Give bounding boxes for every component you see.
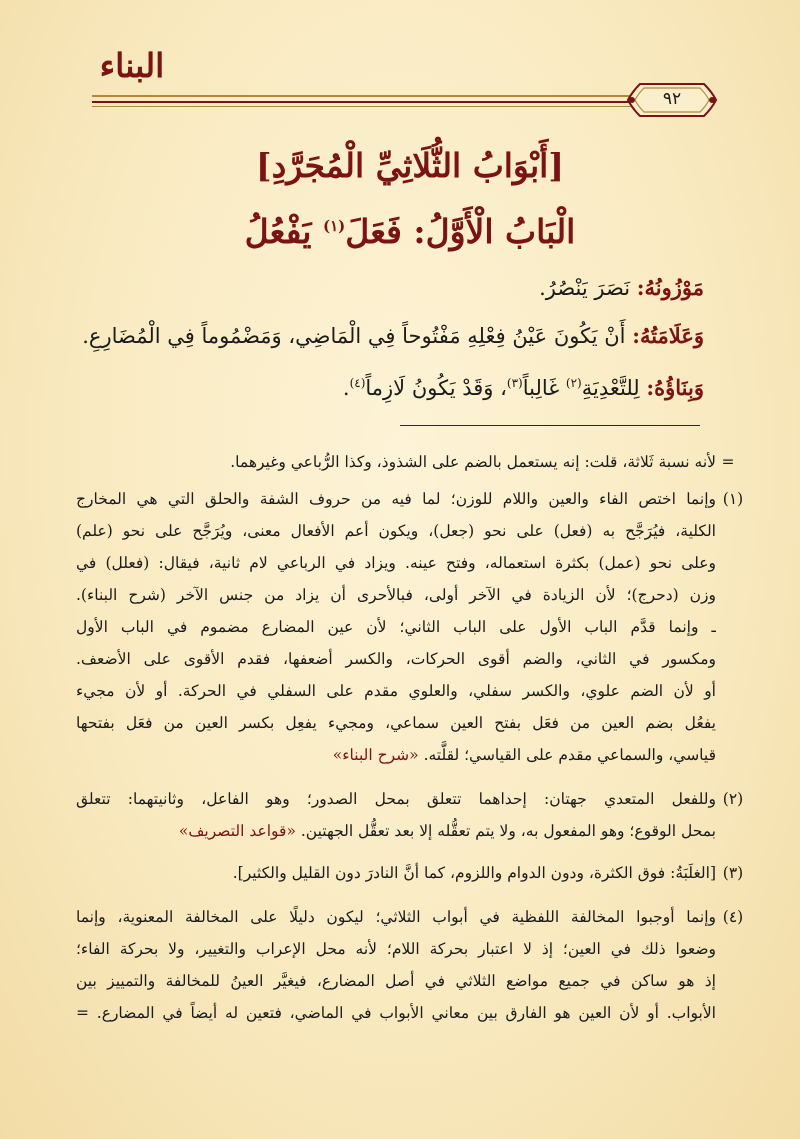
- footnote-1-line: الكلية، فيُرَجَّح به (فعل) على نحو (جعل)، ويكون أعم الأفعال معنى، ويُرَجَّح على نحو (علم): [76, 522, 716, 540]
- main-line-structure: [74, 363, 704, 403]
- pattern-text: نَصَرَ يَنْصُرُ.: [539, 276, 631, 300]
- footnote-continuation: لأنه نسبة ثَلاثة، قلت: إنه يستعمل بالضم على الشذوذ، وكذا الرُّباعي وغيرهما.: [230, 453, 716, 471]
- footnote-ref-2: (٢): [565, 376, 582, 390]
- chapter-title-main: الْبَابُ الْأَوَّلُ: فَعَلَ: [345, 212, 576, 251]
- running-title: البناء: [99, 46, 165, 85]
- footnote-1-line: وعلى نحو (عمل) بكثرة استعماله، وفتح عينه. ويزاد في الرباعي لام ثانية، فيقال: (فعلل) في: [76, 554, 716, 572]
- sign-text: أَنْ يَكُونَ عَيْنُ فِعْلِهِ مَفْتُوحاً فِي الْمَاضِي، وَمَضْمُوماً فِي الْمُضَارِعِ.: [82, 324, 626, 348]
- header-rule-red: [92, 101, 687, 103]
- footnote-2-line: [76, 815, 716, 847]
- structure-text-b: غَالِباً: [522, 376, 560, 400]
- continuation-mark: =: [721, 453, 735, 471]
- footnote-1-line: ومكسور في الثاني، والضم أقوى الحركات، والكسر أضعفها، فقدم الأقوى على الأضعف.: [76, 650, 716, 668]
- footnote-1-line: وزن (دحرج)؛ لأن الزيادة في الآخر أولى، فبالأحرى أن يزاد من جنس الآخر (شرح البناء).: [76, 586, 716, 604]
- term-structure: وَبِنَاؤُهُ:: [646, 375, 704, 400]
- footnote-1-line: وإنما اختص الفاء والعين واللام للوزن؛ لما فيه من حروف الشفة والحلق التي هي المخارج: [76, 490, 716, 508]
- page-number: ٩٢: [662, 89, 682, 109]
- footnote-4-line: الأبواب. أو لأن العين هو الفارق بين معاني الأبواب في الماضي، فتعين له أيضاً في المضارع. =: [76, 1004, 716, 1022]
- chapter-title-end: يَفْعُلُ: [244, 212, 312, 251]
- chapter-title: [160, 196, 660, 256]
- footnote-4-line: وضعوا ذلك في العين؛ إذ لا اعتبار بحركة اللام؛ لأنه محل الإعراب والتغيير، ولا بحركة الفاء؛: [76, 940, 716, 958]
- page-number-badge: [626, 80, 718, 120]
- footnote-ref-3: (٣): [506, 376, 523, 390]
- footnote-1-line: يفعُل بضم العين من فعَل بفتح العين سماعي، ومجيء يفعِل بكسر العين من فعَل بفتحها: [76, 714, 716, 732]
- structure-text-d: .: [342, 376, 350, 400]
- footnote-separator: [400, 425, 700, 426]
- header-rule-gold-thin: [92, 106, 687, 107]
- header-rule-gold: [92, 95, 687, 97]
- section-title: [أَبْوَابُ الثُّلَاثِيِّ الْمُجَرَّدِ]: [256, 146, 564, 185]
- main-line-pattern: [74, 268, 704, 308]
- structure-text-a: لِلتَّعْدِيَةِ: [581, 376, 640, 400]
- structure-text-c: ، وَقَدْ يَكُونُ لَازِماً: [365, 376, 507, 400]
- footnote-number-2: (٢): [722, 790, 744, 808]
- source-citation: «شرح البناء»: [332, 746, 419, 764]
- footnote-1-line: [76, 739, 716, 771]
- term-sign: وَعَلَامَتُهُ:: [632, 323, 704, 348]
- footnote-4-line: وإنما أوجبوا المخالفة اللفظية في أبواب الثلاثي؛ ليكون دليلًا على المخالفة المعنوية، وإنما: [76, 908, 716, 926]
- chapter-footnote-ref: (١): [322, 217, 346, 235]
- footnote-1-line: أو لأن الضم علوي، والكسر سفلي، والعلوي مقدم على السفلي في الحركة. أو لأن مجيء: [76, 682, 716, 700]
- main-line-sign: [74, 316, 704, 356]
- footnote-2-line: وللفعل المتعدي جهتان: إحداهما تتعلق بمحل الصدور؛ وهو الفاعل، وثانيتهما: تتعلق: [76, 790, 716, 808]
- footnote-ref-4: (٤): [349, 376, 366, 390]
- footnote-1-text: قياسي، والسماعي مقدم على القياسي؛ لقلَّته.: [423, 746, 716, 764]
- footnote-number-1: (١): [722, 490, 744, 508]
- term-pattern: مَوْزُونُهُ:: [636, 275, 704, 300]
- footnote-4-line: إذ هو ساكن في جميع مواضع الثلاثي في أصل المضارع، فيغيَّر العينُ للمخالفة والتمييز بين: [76, 972, 716, 990]
- footnote-number-3: (٣): [722, 864, 744, 882]
- footnote-2-text: بمحل الوقوع؛ وهو المفعول به، ولا يتم تعقُّله إلا بعد تعقُّل الجهتين.: [300, 822, 716, 840]
- footnote-1-line: ـ وإنما قدَّم الباب الأول على الباب الثاني؛ لأن عين المضارع مضموم في الباب الأول: [76, 618, 716, 636]
- source-citation: «قواعد التصريف»: [178, 822, 296, 840]
- footnote-number-4: (٤): [722, 908, 744, 926]
- footnote-3-line: [الغلَبَةُ: فوق الكثرة، ودون الدوام واللزوم، كما أنَّ النادرَ دون القليل والكثير].: [232, 864, 716, 882]
